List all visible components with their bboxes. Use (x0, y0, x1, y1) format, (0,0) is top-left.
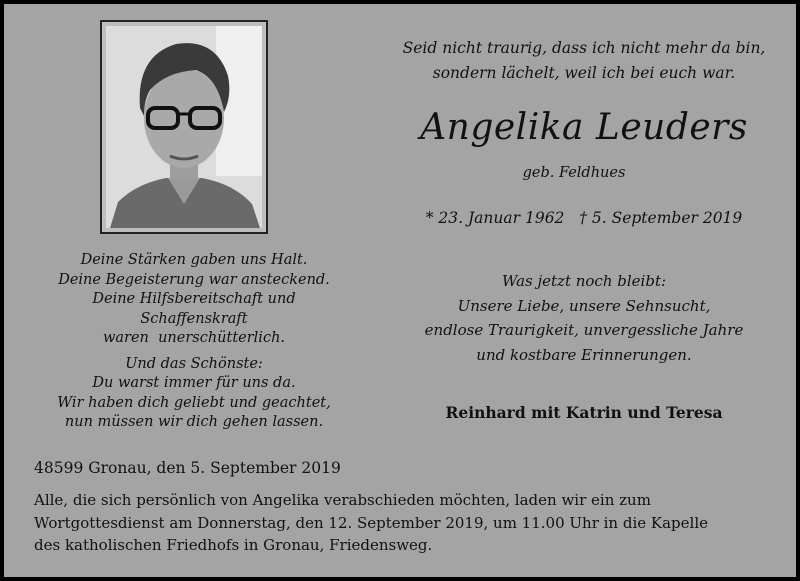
verse-line: Wir haben dich geliebt und geachtet, (57, 394, 331, 411)
motto-line: sondern lächelt, weil ich bei euch war. (432, 64, 736, 82)
mourners-signature: Reinhard mit Katrin und Teresa (445, 403, 723, 422)
portrait-photo (106, 26, 262, 228)
notice-line: Alle, die sich persönlich von Angelika verabschieden möchten, laden wir ein zum (34, 491, 651, 509)
verse-line: Unsere Liebe, unsere Sehnsucht, (457, 296, 711, 315)
motto-line: Seid nicht traurig, dass ich nicht mehr da bin, (402, 39, 766, 57)
memory-verse (384, 269, 784, 367)
verse-line: Und das Schönste: (125, 355, 263, 372)
place-and-date: 48599 Gronau, den 5. September 2019 (34, 459, 341, 477)
notice-line: des katholischen Friedhofs in Gronau, Friedensweg. (34, 536, 433, 554)
service-notice (34, 489, 784, 557)
portrait-frame (100, 20, 268, 234)
verse-line: Was jetzt noch bleibt: (501, 272, 667, 290)
birth-name: geb. Feldhues (522, 165, 626, 181)
verse-line: Du warst immer für uns da. (92, 375, 296, 391)
verse-line: Schaffenskraft (140, 310, 248, 327)
notice-line: Wortgottesdienst am Donnerstag, den 12. September 2019, um 11.00 Uhr in die Kapelle (34, 513, 709, 532)
verse-line: nun müssen wir dich gehen lassen. (64, 414, 324, 430)
verse-line: waren unerschütterlich. (102, 330, 286, 346)
deceased-name: Angelika Leuders (420, 107, 748, 148)
verse-line: und kostbare Erinnerungen. (476, 345, 692, 364)
verse-line: Deine Stärken gaben uns Halt. (80, 252, 308, 268)
verse-line: Deine Begeisterung war ansteckend. (58, 271, 330, 288)
tribute-verse (24, 251, 364, 433)
motto (384, 36, 784, 86)
portrait-illustration (106, 26, 262, 228)
verse-line: endlose Traurigkeit, unvergessliche Jahre (424, 321, 744, 339)
verse-line: Deine Hilfsbereitschaft und (92, 291, 296, 307)
life-dates: * 23. Januar 1962 † 5. September 2019 (425, 209, 743, 227)
